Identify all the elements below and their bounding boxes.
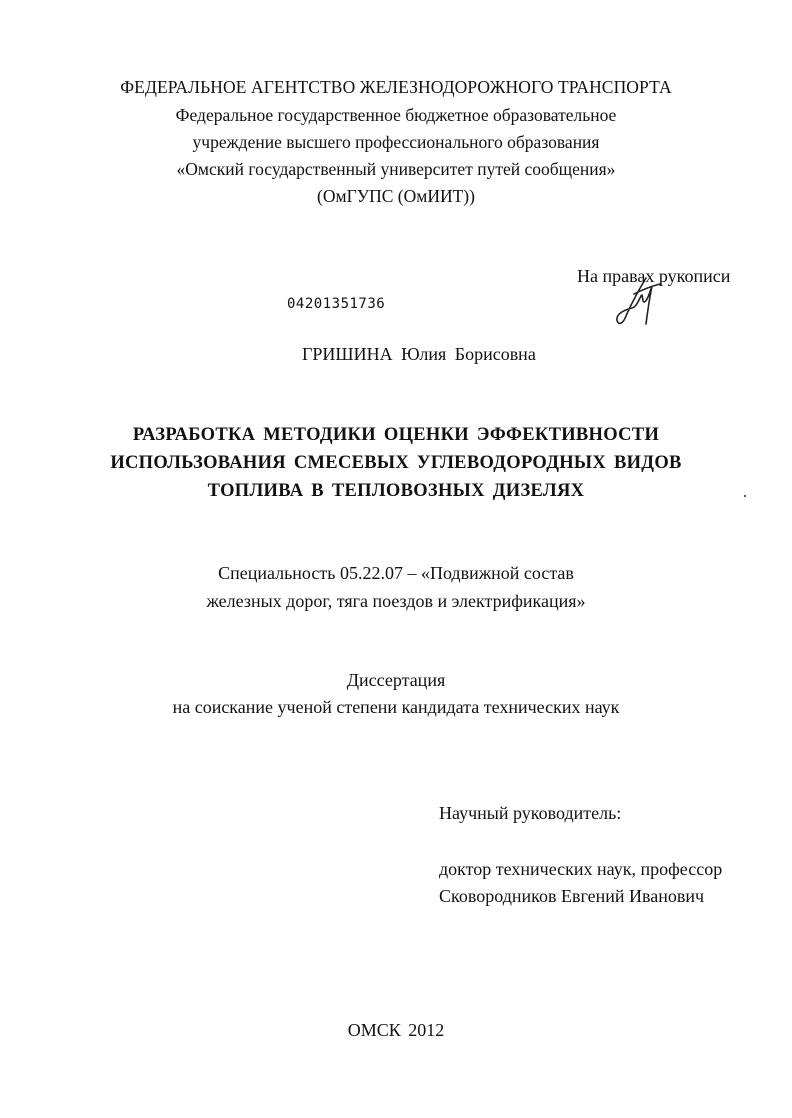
- supervisor-label: Научный руководитель:: [439, 803, 622, 823]
- institution-abbreviation: (ОмГУПС (ОмИИТ)): [317, 186, 475, 206]
- specialty-line-1: Специальность 05.22.07 – «Подвижной состав: [218, 563, 574, 583]
- specialty-line-2: железных дорог, тяга поездов и электрификация»: [206, 591, 586, 611]
- thesis-title-line-3: ТОПЛИВА В ТЕПЛОВОЗНЫХ ДИЗЕЛЯХ: [207, 481, 585, 501]
- institution-line-3: «Омский государственный университет путей сообщения»: [176, 159, 616, 179]
- agency-name: ФЕДЕРАЛЬНОЕ АГЕНТСТВО ЖЕЛЕЗНОДОРОЖНОГО ТРАНСПОРТА: [120, 77, 672, 97]
- degree-line: на соискание ученой степени кандидата технических наук: [172, 697, 620, 717]
- dissertation-label: Диссертация: [346, 670, 446, 690]
- thesis-title-line-2: ИСПОЛЬЗОВАНИЯ СМЕСЕВЫХ УГЛЕВОДОРОДНЫХ ВИДОВ: [110, 453, 682, 473]
- thesis-title-line-1: РАЗРАБОТКА МЕТОДИКИ ОЦЕНКИ ЭФФЕКТИВНОСТИ: [132, 425, 660, 445]
- manuscript-rights-note: На правах рукописи: [577, 266, 731, 286]
- institution-line-2: учреждение высшего профессионального образования: [192, 132, 600, 152]
- author-name: ГРИШИНА Юлия Борисовна: [302, 344, 536, 364]
- signature-icon: [612, 272, 672, 330]
- supervisor-name: Сковородников Евгений Иванович: [439, 886, 705, 906]
- city-year: ОМСК 2012: [347, 1020, 445, 1040]
- supervisor-title: доктор технических наук, профессор: [439, 859, 723, 879]
- scan-speck: [744, 495, 746, 497]
- institution-line-1: Федеральное государственное бюджетное образовательное: [175, 105, 617, 125]
- registration-number: 04201351736: [287, 296, 386, 312]
